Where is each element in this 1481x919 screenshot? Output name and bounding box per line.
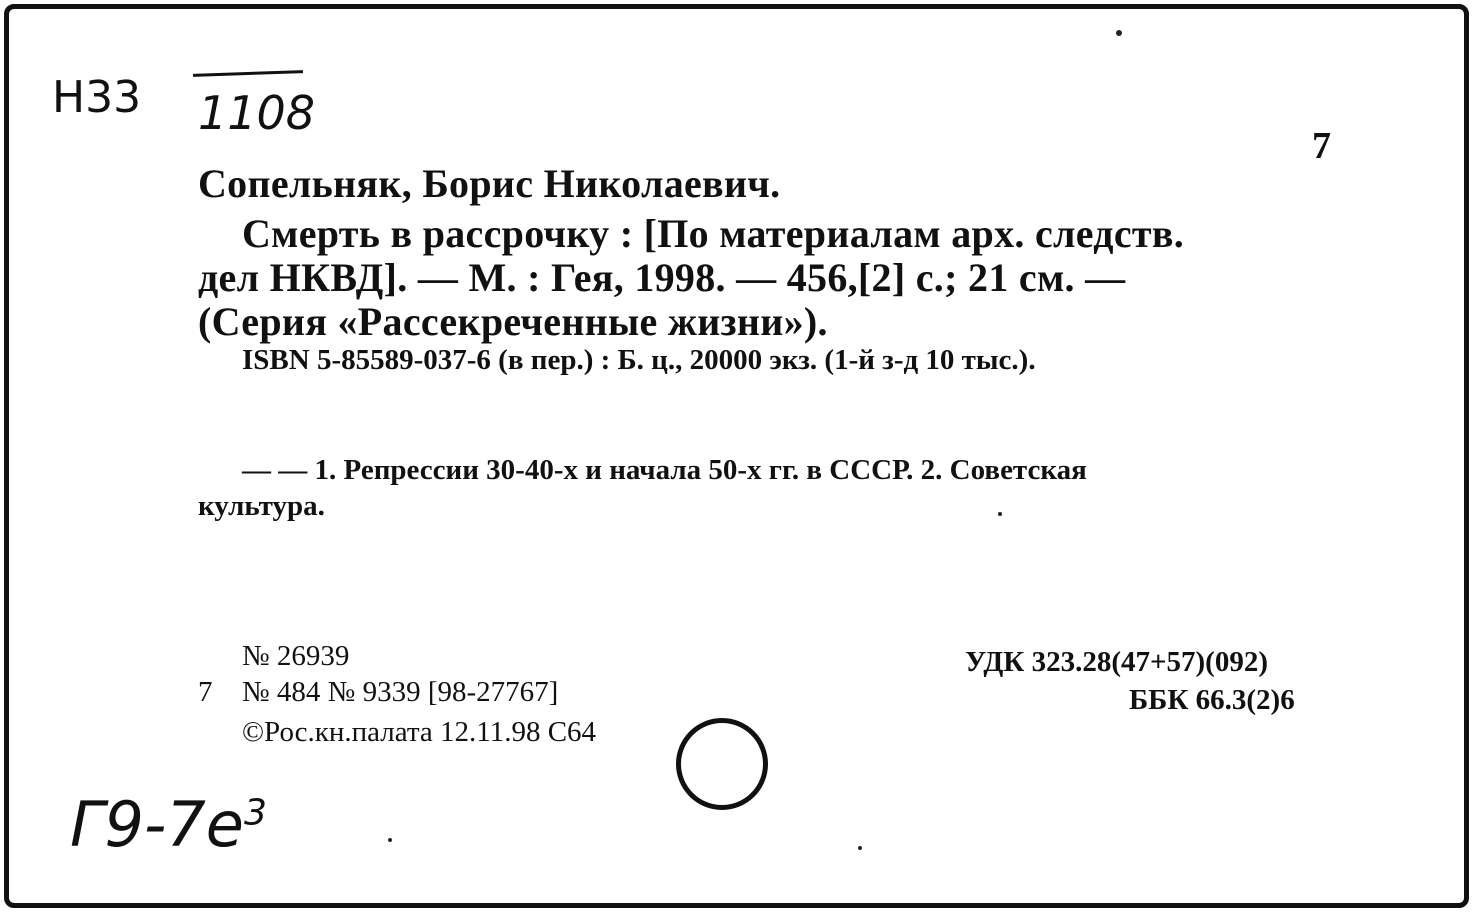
punch-hole — [676, 718, 768, 810]
registration-numbers: № 484 № 9339 [98-27767] — [242, 676, 559, 708]
publisher-line: ©Рос.кн.палата 12.11.98 С64 — [242, 716, 597, 748]
speck — [1116, 30, 1122, 36]
subjects-line-2: культура. — [198, 490, 325, 522]
bbk-code: ББК 66.3(2)6 — [1129, 684, 1295, 716]
isbn-line: ISBN 5-85589-037-6 (в пер.) : Б. ц., 20000 экз. (1-й з-д 10 тыс.). — [242, 344, 1036, 376]
speck — [858, 846, 862, 850]
corner-number: 7 — [1312, 125, 1332, 167]
speck — [388, 838, 392, 842]
udk-code: УДК 323.28(47+57)(092) — [965, 646, 1268, 678]
handwritten-bottom-code: $Г9-7е^3$ — [70, 788, 267, 861]
handwritten-code: Н33 — [52, 72, 142, 123]
left-seven: 7 — [198, 676, 213, 708]
title-line-2: дел НКВД]. — М. : Гея, 1998. — 456,[2] с.; 21 см. — — [198, 255, 1126, 300]
speck — [998, 512, 1002, 516]
record-number: № 26939 — [242, 640, 350, 672]
author-heading: Сопельняк, Борис Николаевич. — [198, 161, 781, 206]
subjects-line-1: — — 1. Репрессии 30-40-х и начала 50-х гг. в СССР. 2. Советская — [242, 454, 1087, 486]
title-line-3: (Серия «Рассекреченные жизни»). — [198, 299, 828, 344]
title-line-1: Смерть в рассрочку : [По материалам арх. следств. — [242, 211, 1185, 256]
handwritten-number: 1108 — [198, 86, 316, 140]
